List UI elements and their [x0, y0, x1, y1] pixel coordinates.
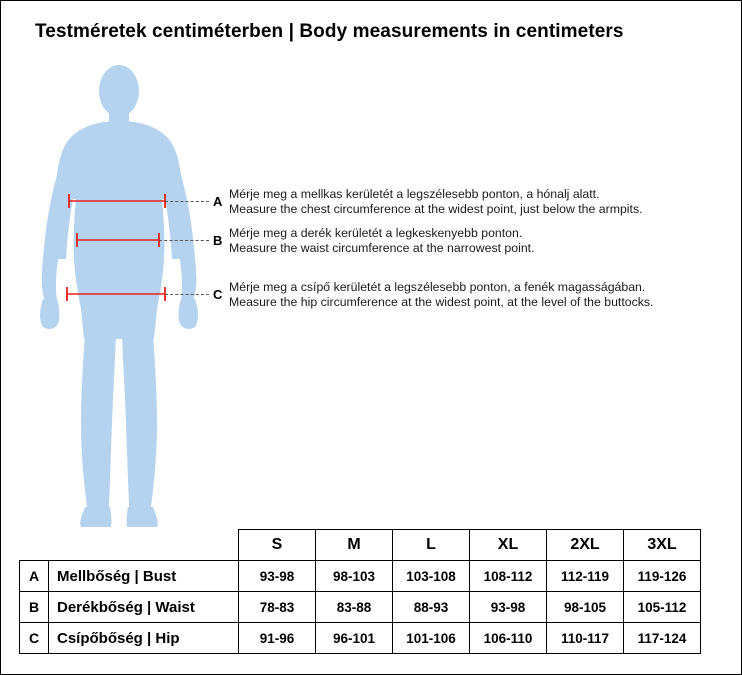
table-header-m: M [316, 530, 393, 561]
page-title: Testméretek centiméterben | Body measurements in centimeters [35, 21, 624, 42]
annotation-letter-c: C [213, 287, 223, 302]
leader-line-a [165, 201, 209, 202]
hip-m: 96-101 [316, 623, 393, 654]
waist-s: 78-83 [239, 592, 316, 623]
table-row [20, 561, 701, 592]
table-row [20, 592, 701, 623]
row-letter-a: A [20, 561, 49, 592]
hip-l: 101-106 [393, 623, 470, 654]
annotation-c-en: Measure the hip circumference at the widest point, at the level of the buttocks. [229, 295, 654, 309]
table-header-2xl: 2XL [547, 530, 624, 561]
waist-3xl: 105-112 [624, 592, 701, 623]
waist-xl: 93-98 [470, 592, 547, 623]
male-body-silhouette-icon [19, 63, 219, 533]
annotation-b-hu: Mérje meg a derék kerületét a legkeskenyebb ponton. [229, 226, 523, 240]
annotation-c-hu: Mérje meg a csípő kerületét a legszélesebb ponton, a fenék magasságában. [229, 280, 646, 294]
hip-2xl: 110-117 [547, 623, 624, 654]
table-corner-label [49, 530, 239, 561]
table-header-3xl: 3XL [624, 530, 701, 561]
row-label-hip: Csípőbőség | Hip [49, 623, 239, 654]
leader-line-c [165, 294, 209, 295]
bust-m: 98-103 [316, 561, 393, 592]
row-label-bust: Mellbőség | Bust [49, 561, 239, 592]
annotation-a-en: Measure the chest circumference at the widest point, just below the armpits. [229, 202, 643, 216]
size-table [19, 529, 701, 654]
annotation-letter-b: B [213, 233, 223, 248]
body-figure [19, 63, 219, 533]
hip-3xl: 117-124 [624, 623, 701, 654]
bust-xl: 108-112 [470, 561, 547, 592]
row-label-waist: Derékbőség | Waist [49, 592, 239, 623]
bust-3xl: 119-126 [624, 561, 701, 592]
bust-2xl: 112-119 [547, 561, 624, 592]
hip-s: 91-96 [239, 623, 316, 654]
annotation-letter-a: A [213, 194, 223, 209]
waist-m: 83-88 [316, 592, 393, 623]
table-header-s: S [239, 530, 316, 561]
table-header-l: L [393, 530, 470, 561]
table-header-xl: XL [470, 530, 547, 561]
annotation-a-hu: Mérje meg a mellkas kerületét a legszélesebb ponton, a hónalj alatt. [229, 187, 600, 201]
table-header-row [20, 530, 701, 561]
leader-line-b [159, 240, 209, 241]
row-letter-c: C [20, 623, 49, 654]
waist-l: 88-93 [393, 592, 470, 623]
bust-s: 93-98 [239, 561, 316, 592]
table-row [20, 623, 701, 654]
table-corner-letter [20, 530, 49, 561]
annotation-b-en: Measure the waist circumference at the narrowest point. [229, 241, 535, 255]
row-letter-b: B [20, 592, 49, 623]
hip-xl: 106-110 [470, 623, 547, 654]
bust-l: 103-108 [393, 561, 470, 592]
waist-2xl: 98-105 [547, 592, 624, 623]
